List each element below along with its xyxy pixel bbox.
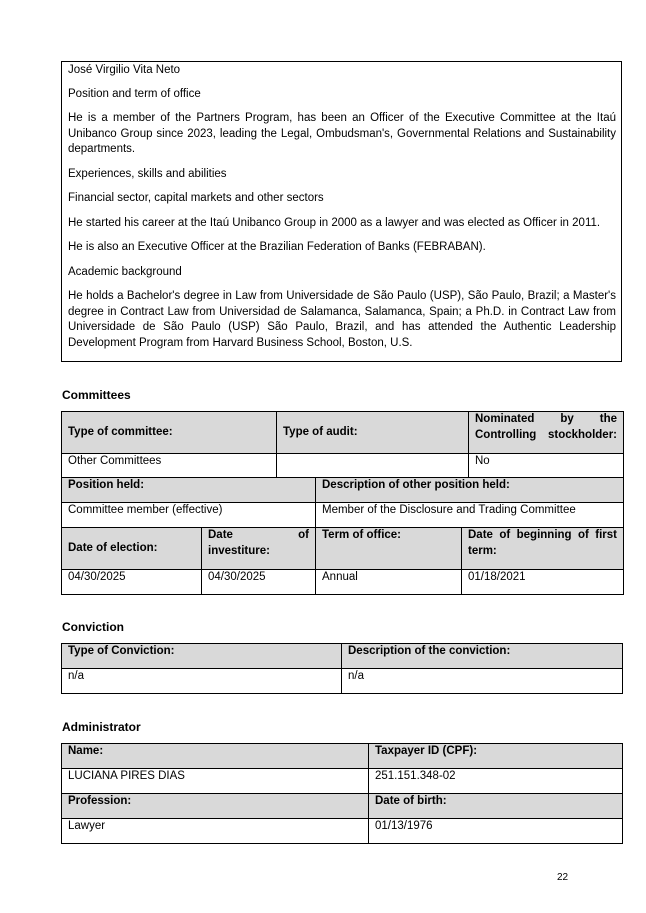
date-beginning-value: 01/18/2021 xyxy=(462,570,624,595)
academic-heading: Academic background xyxy=(68,265,182,278)
admin-birth-value: 01/13/1976 xyxy=(369,819,623,844)
position-text: He is a member of the Partners Program, has been an Officer of the Executive Committee at the Itaú Unibanco Group since 2023, leading the Legal, Ombudsman's, Governmental Relations and Sustainability departments. xyxy=(68,112,616,155)
conviction-description-label: Description of the conviction: xyxy=(342,644,623,669)
administrator-title: Administrator xyxy=(62,720,141,734)
febraban-text: He is also an Executive Officer at the Brazilian Federation of Banks (FEBRABAN). xyxy=(68,241,486,253)
date-beginning-label: Date of beginning of first term: xyxy=(462,528,624,570)
academic-text: He holds a Bachelor's degree in Law from Universidade de São Paulo (USP), São Paulo, Brazil; a Master's degree in Contract Law from Universidad de Salamanca, Salamanca, Spain; a Ph.D. in Contract Law from Universidade de São Paulo (USP) São Paulo, Brazil, and has attended the Authentic Leadership Development Program from Harvard Business School, Boston, U.S. xyxy=(68,290,616,349)
admin-taxpayer-label: Taxpayer ID (CPF): xyxy=(369,744,623,769)
nominated-value: No xyxy=(469,454,624,479)
position-held-value: Committee member (effective) xyxy=(62,503,316,528)
biography-box xyxy=(61,61,622,362)
term-office-value: Annual xyxy=(316,570,462,595)
date-election-value: 04/30/2025 xyxy=(62,570,202,595)
position-held-label: Position held: xyxy=(62,478,316,503)
career-text: He started his career at the Itaú Unibanco Group in 2000 as a lawyer and was elected as Officer in 2011. xyxy=(68,216,601,229)
position-heading: Position and term of office xyxy=(68,87,201,100)
administrator-table xyxy=(61,743,623,844)
type-of-committee-value: Other Committees xyxy=(62,454,277,479)
admin-profession-value: Lawyer xyxy=(62,819,369,844)
conviction-type-value: n/a xyxy=(62,669,342,694)
date-investiture-value: 04/30/2025 xyxy=(202,570,316,595)
executive-name: José Virgilio Vita Neto xyxy=(68,64,181,76)
admin-profession-label: Profession: xyxy=(62,794,369,819)
date-election-label: Date of election: xyxy=(62,528,202,570)
committees-title: Committees xyxy=(62,388,131,402)
term-office-label: Term of office: xyxy=(316,528,462,570)
date-investiture-label: Date of investiture: xyxy=(202,528,316,570)
type-of-audit-value xyxy=(277,454,469,479)
admin-name-value: LUCIANA PIRES DIAS xyxy=(62,769,369,794)
page-number: 22 xyxy=(557,872,569,883)
admin-birth-label: Date of birth: xyxy=(369,794,623,819)
committees-dates-table xyxy=(61,527,624,595)
admin-taxpayer-value: 251.151.348-02 xyxy=(369,769,623,794)
committees-type-table xyxy=(61,411,624,479)
experience-heading: Experiences, skills and abilities xyxy=(68,167,227,180)
type-of-committee-label: Type of committee: xyxy=(62,412,277,454)
description-other-value: Member of the Disclosure and Trading Committee xyxy=(316,503,624,528)
description-other-label: Description of other position held: xyxy=(316,478,624,503)
conviction-type-label: Type of Conviction: xyxy=(62,644,342,669)
admin-name-label: Name: xyxy=(62,744,369,769)
type-of-audit-label: Type of audit: xyxy=(277,412,469,454)
conviction-title: Conviction xyxy=(62,620,124,634)
conviction-description-value: n/a xyxy=(342,669,623,694)
conviction-table xyxy=(61,643,623,694)
nominated-label: Nominated by the Controlling stockholder: xyxy=(469,412,624,454)
sector-heading: Financial sector, capital markets and other sectors xyxy=(68,192,324,204)
committees-position-table xyxy=(61,477,624,528)
